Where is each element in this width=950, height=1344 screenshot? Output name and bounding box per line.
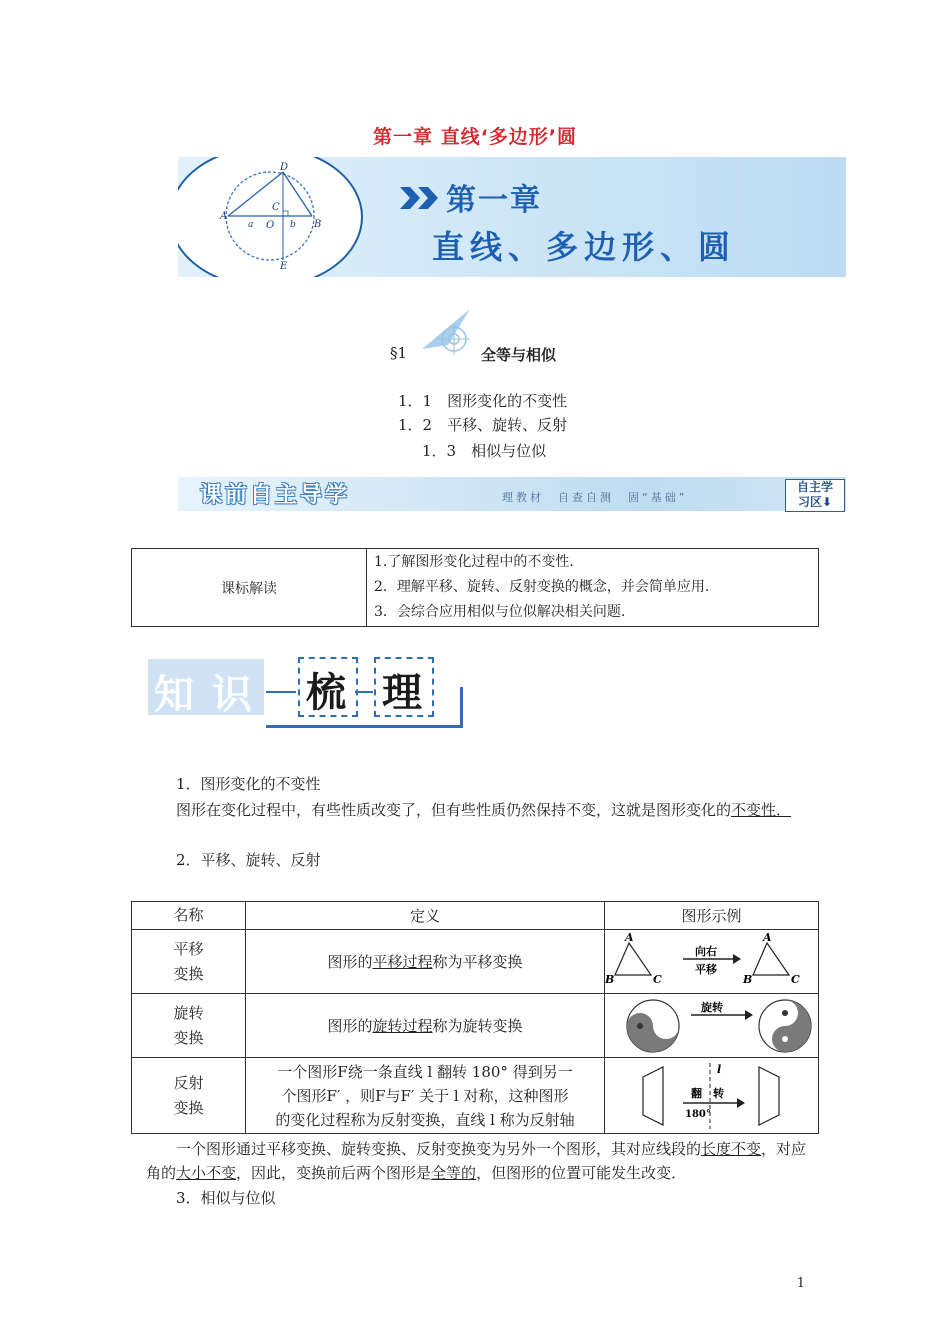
translation-label-b-prime: B [743,972,753,986]
translation-arrow-top: 向右 [695,944,717,958]
row-translation-def [246,930,605,994]
kebiao-item-2: 2．理解平移、旋转、反射变换的概念，并会简单应用. [374,579,710,595]
header-name: 名称 [132,902,246,930]
paragraph-2-underline-3: 大小不变 [176,1164,237,1182]
translation-figure [605,931,817,993]
fig-label-d-point: D [280,162,289,173]
paragraph-2-underline-4: 全等的 [431,1164,477,1182]
rotation-arrow-label: 旋转 [701,1000,723,1014]
reflection-label-degree: 180° [685,1108,711,1120]
banner-chapter: 第一章 [446,183,542,218]
zhishi-char-2: 识 [212,672,252,718]
row-reflection-def-2: 个图形F′ ，则F与F′ 关于 l 对称，这种图形 [281,1086,569,1105]
paragraph-2-part-c: ，因此，变换前后两个图形是 [236,1164,432,1182]
page-number: 1 [796,1276,805,1291]
row-translation-name [132,930,246,994]
subsection-2: 1．2 平移、旋转、反射 [398,416,568,434]
row-reflection-example [605,1058,819,1134]
zhishi-char-4: 理 [382,670,422,716]
paragraph-2-part-b: ，对应角的 [146,1140,807,1182]
paragraph-1-underline-2: 变性． [746,801,792,819]
zizhu-box [785,479,845,512]
row-translation-name-2: 变换 [173,964,204,983]
fig-label-e-point: E [280,261,288,272]
zhishi-header [148,657,462,729]
row-translation-def-post: 称为平移变换 [432,953,523,971]
heading-3: 3．相似与位似 [176,1189,276,1207]
reflection-label-fan: 翻 [691,1086,702,1100]
heading-1: 1．图形变化的不变性 [176,775,321,793]
zhishi-char-3: 梳 [306,670,346,716]
paragraph-2 [146,1137,812,1185]
translation-arrow-bottom: 平移 [695,962,717,976]
kebiao-content [367,549,819,627]
subsection-1: 1．1 图形变化的不变性 [398,392,568,410]
zizhu-box-line1: 自主学 [796,480,833,494]
row-rotation-name-2: 变换 [173,1028,204,1047]
paragraph-2-part-d: ，但图形的位置可能发生改变． [476,1164,687,1182]
kebiao-item-3: 3．会综合应用相似与位似解决相关问题. [374,604,626,620]
section-number: §1 [390,344,408,362]
fig-label-b-segment: b [290,220,296,230]
heading-2: 2．平移、旋转、反射 [176,851,321,869]
kebiao-table [131,548,819,627]
paragraph-2-underline-2: 变 [746,1140,762,1158]
fig-label-o-point: O [266,220,275,231]
translation-label-a: A [625,930,634,944]
paragraph-1-text: 图形在变化过程中，有些性质改变了，但有些性质仍然保持不变，这就是图形变化的 [176,801,732,819]
row-rotation-name-1: 旋转 [173,1003,204,1022]
zhishi-char-1: 知 [154,672,194,718]
row-translation-def-pre: 图形的 [327,953,373,971]
row-reflection-def-1: 一个图形F绕一条直线 l 翻转 180° 得到另一 [277,1062,573,1081]
translation-label-b: B [605,972,615,986]
yinyang-icon [627,1000,679,1052]
row-rotation-example [605,994,819,1058]
transform-table [131,901,819,1134]
fig-label-b-point: B [314,219,322,230]
chevron-icon [400,187,420,209]
reflection-axis-label: l [717,1062,722,1076]
target-icon [420,305,480,357]
paragraph-2-underline-1: 长度不 [701,1140,747,1158]
row-rotation-name [132,994,246,1058]
zizhu-title: 课前自主导学 [200,483,351,508]
chevron-icon [418,187,438,209]
fig-label-a-point: A [220,211,228,222]
chapter-title: 第一章 直线‘多边形’圆 [372,126,578,148]
row-translation-example [605,930,819,994]
kebiao-label: 课标解读 [132,549,367,627]
zizhu-subtitle: 理教材 自查自测 固“基础” [502,491,688,504]
row-translation-def-underline: 平移过程 [372,953,433,971]
translation-label-c: C [653,972,662,986]
paragraph-2-part-a: 一个图形通过平移变换、旋转变换、反射变换变为另外一个图形，其对应线段的 [176,1140,702,1158]
row-reflection-name [132,1058,246,1134]
header-example: 图形示例 [605,902,819,930]
reflection-label-zhuan: 转 [713,1086,724,1100]
row-reflection-def [246,1058,605,1134]
row-translation-name-1: 平移 [173,939,204,958]
translation-label-a-prime: A [763,930,772,944]
paragraph-1 [146,798,812,822]
row-rotation-def-pre: 图形的 [327,1017,373,1035]
reflection-figure [605,1059,817,1133]
zizhu-box-line2: 习区 [797,495,822,509]
translation-label-c-prime: C [791,972,800,986]
kebiao-item-1: 1.了解图形变化过程中的不变性. [374,554,574,570]
fig-label-a-segment: a [248,220,254,230]
banner-subtitle: 直线、多边形、圆 [432,228,737,266]
paragraph-1-underline-1: 不 [731,801,747,819]
header-definition: 定义 [246,902,605,930]
rotation-figure [605,995,817,1057]
fig-label-c-point: C [272,202,280,213]
row-reflection-def-3: 的变化过程称为反射变换，直线 l 称为反射轴 [275,1110,575,1129]
section-title: 全等与相似 [481,346,557,364]
arrow-down-icon: ⬇ [821,495,833,509]
yinyang-rotated-icon [759,1000,811,1052]
row-rotation-def [246,994,605,1058]
subsection-3: 1．3 相似与位似 [422,442,547,460]
row-reflection-name-1: 反射 [173,1073,204,1092]
row-rotation-def-post: 称为旋转变换 [432,1017,523,1035]
row-rotation-def-underline: 旋转过程 [372,1017,433,1035]
row-reflection-name-2: 变换 [173,1098,204,1117]
